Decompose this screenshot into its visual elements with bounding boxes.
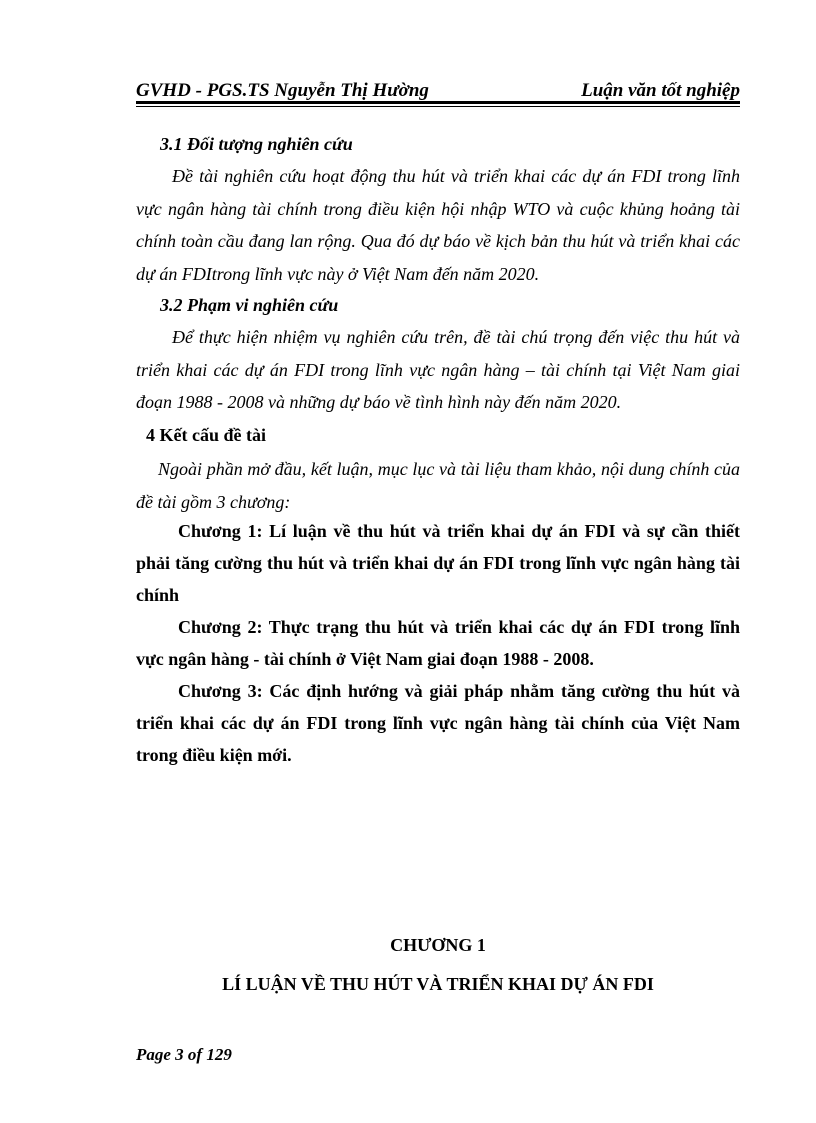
header-advisor: GVHD - PGS.TS Nguyễn Thị Hường — [136, 80, 429, 101]
section-4-heading: 4 Kết cấu đề tài — [146, 425, 266, 445]
section-3-1 — [136, 129, 740, 290]
chapter-summary-3: Chương 3: Các định hướng và giải pháp nhằm tăng cường thu hút và triển khai các dự án FDI trong lĩnh vực ngân hàng tài chính của Việt Nam trong điều kiện mới. — [136, 681, 740, 765]
section-3-2-heading: 3.2 Phạm vi nghiên cứu — [160, 295, 339, 315]
page-number: Page 3 of 129 — [136, 1045, 232, 1064]
section-3-2 — [136, 290, 740, 419]
header-doc-type: Luận văn tốt nghiệp — [581, 80, 740, 101]
header-divider-thick — [136, 101, 740, 104]
section-4-body: Ngoài phần mở đầu, kết luận, mục lục và tài liệu tham khảo, nội dung chính của đề tài gồm 3 chương: — [136, 459, 740, 512]
section-3-1-heading: 3.1 Đối tượng nghiên cứu — [160, 134, 353, 154]
chapter-title: LÍ LUẬN VỀ THU HÚT VÀ TRIỂN KHAI DỰ ÁN FDI — [222, 974, 654, 994]
header-divider-thin — [136, 106, 740, 107]
chapter-summary-1: Chương 1: Lí luận về thu hút và triển khai dự án FDI và sự cần thiết phải tăng cường thu hút và triển khai dự án FDI trong lĩnh vực ngân hàng tài chính — [136, 521, 740, 605]
chapter-summary-2: Chương 2: Thực trạng thu hút và triển khai các dự án FDI trong lĩnh vực ngân hàng - tài chính ở Việt Nam giai đoạn 1988 - 2008. — [136, 617, 740, 669]
section-3-1-body: Đề tài nghiên cứu hoạt động thu hút và triển khai các dự án FDI trong lĩnh vực ngân hàng tài chính trong điều kiện hội nhập WTO và cuộc khủng hoảng tài chính toàn cầu đang lan rộng. Qua đó dự báo về kịch bản thu hút và triển khai các dự án FDItrong lĩnh vực này ở Việt Nam đến năm 2020. — [136, 166, 740, 284]
chapter-number: CHƯƠNG 1 — [390, 935, 486, 955]
page-header — [136, 76, 740, 102]
section-4 — [136, 420, 740, 518]
section-3-2-body: Để thực hiện nhiệm vụ nghiên cứu trên, đề tài chú trọng đến việc thu hút và triển khai các dự án FDI trong lĩnh vực ngân hàng – tài chính tại Việt Nam giai đoạn 1988 - 2008 và những dự báo về tình hình này đến năm 2020. — [136, 327, 740, 412]
chapter-list — [136, 515, 740, 771]
